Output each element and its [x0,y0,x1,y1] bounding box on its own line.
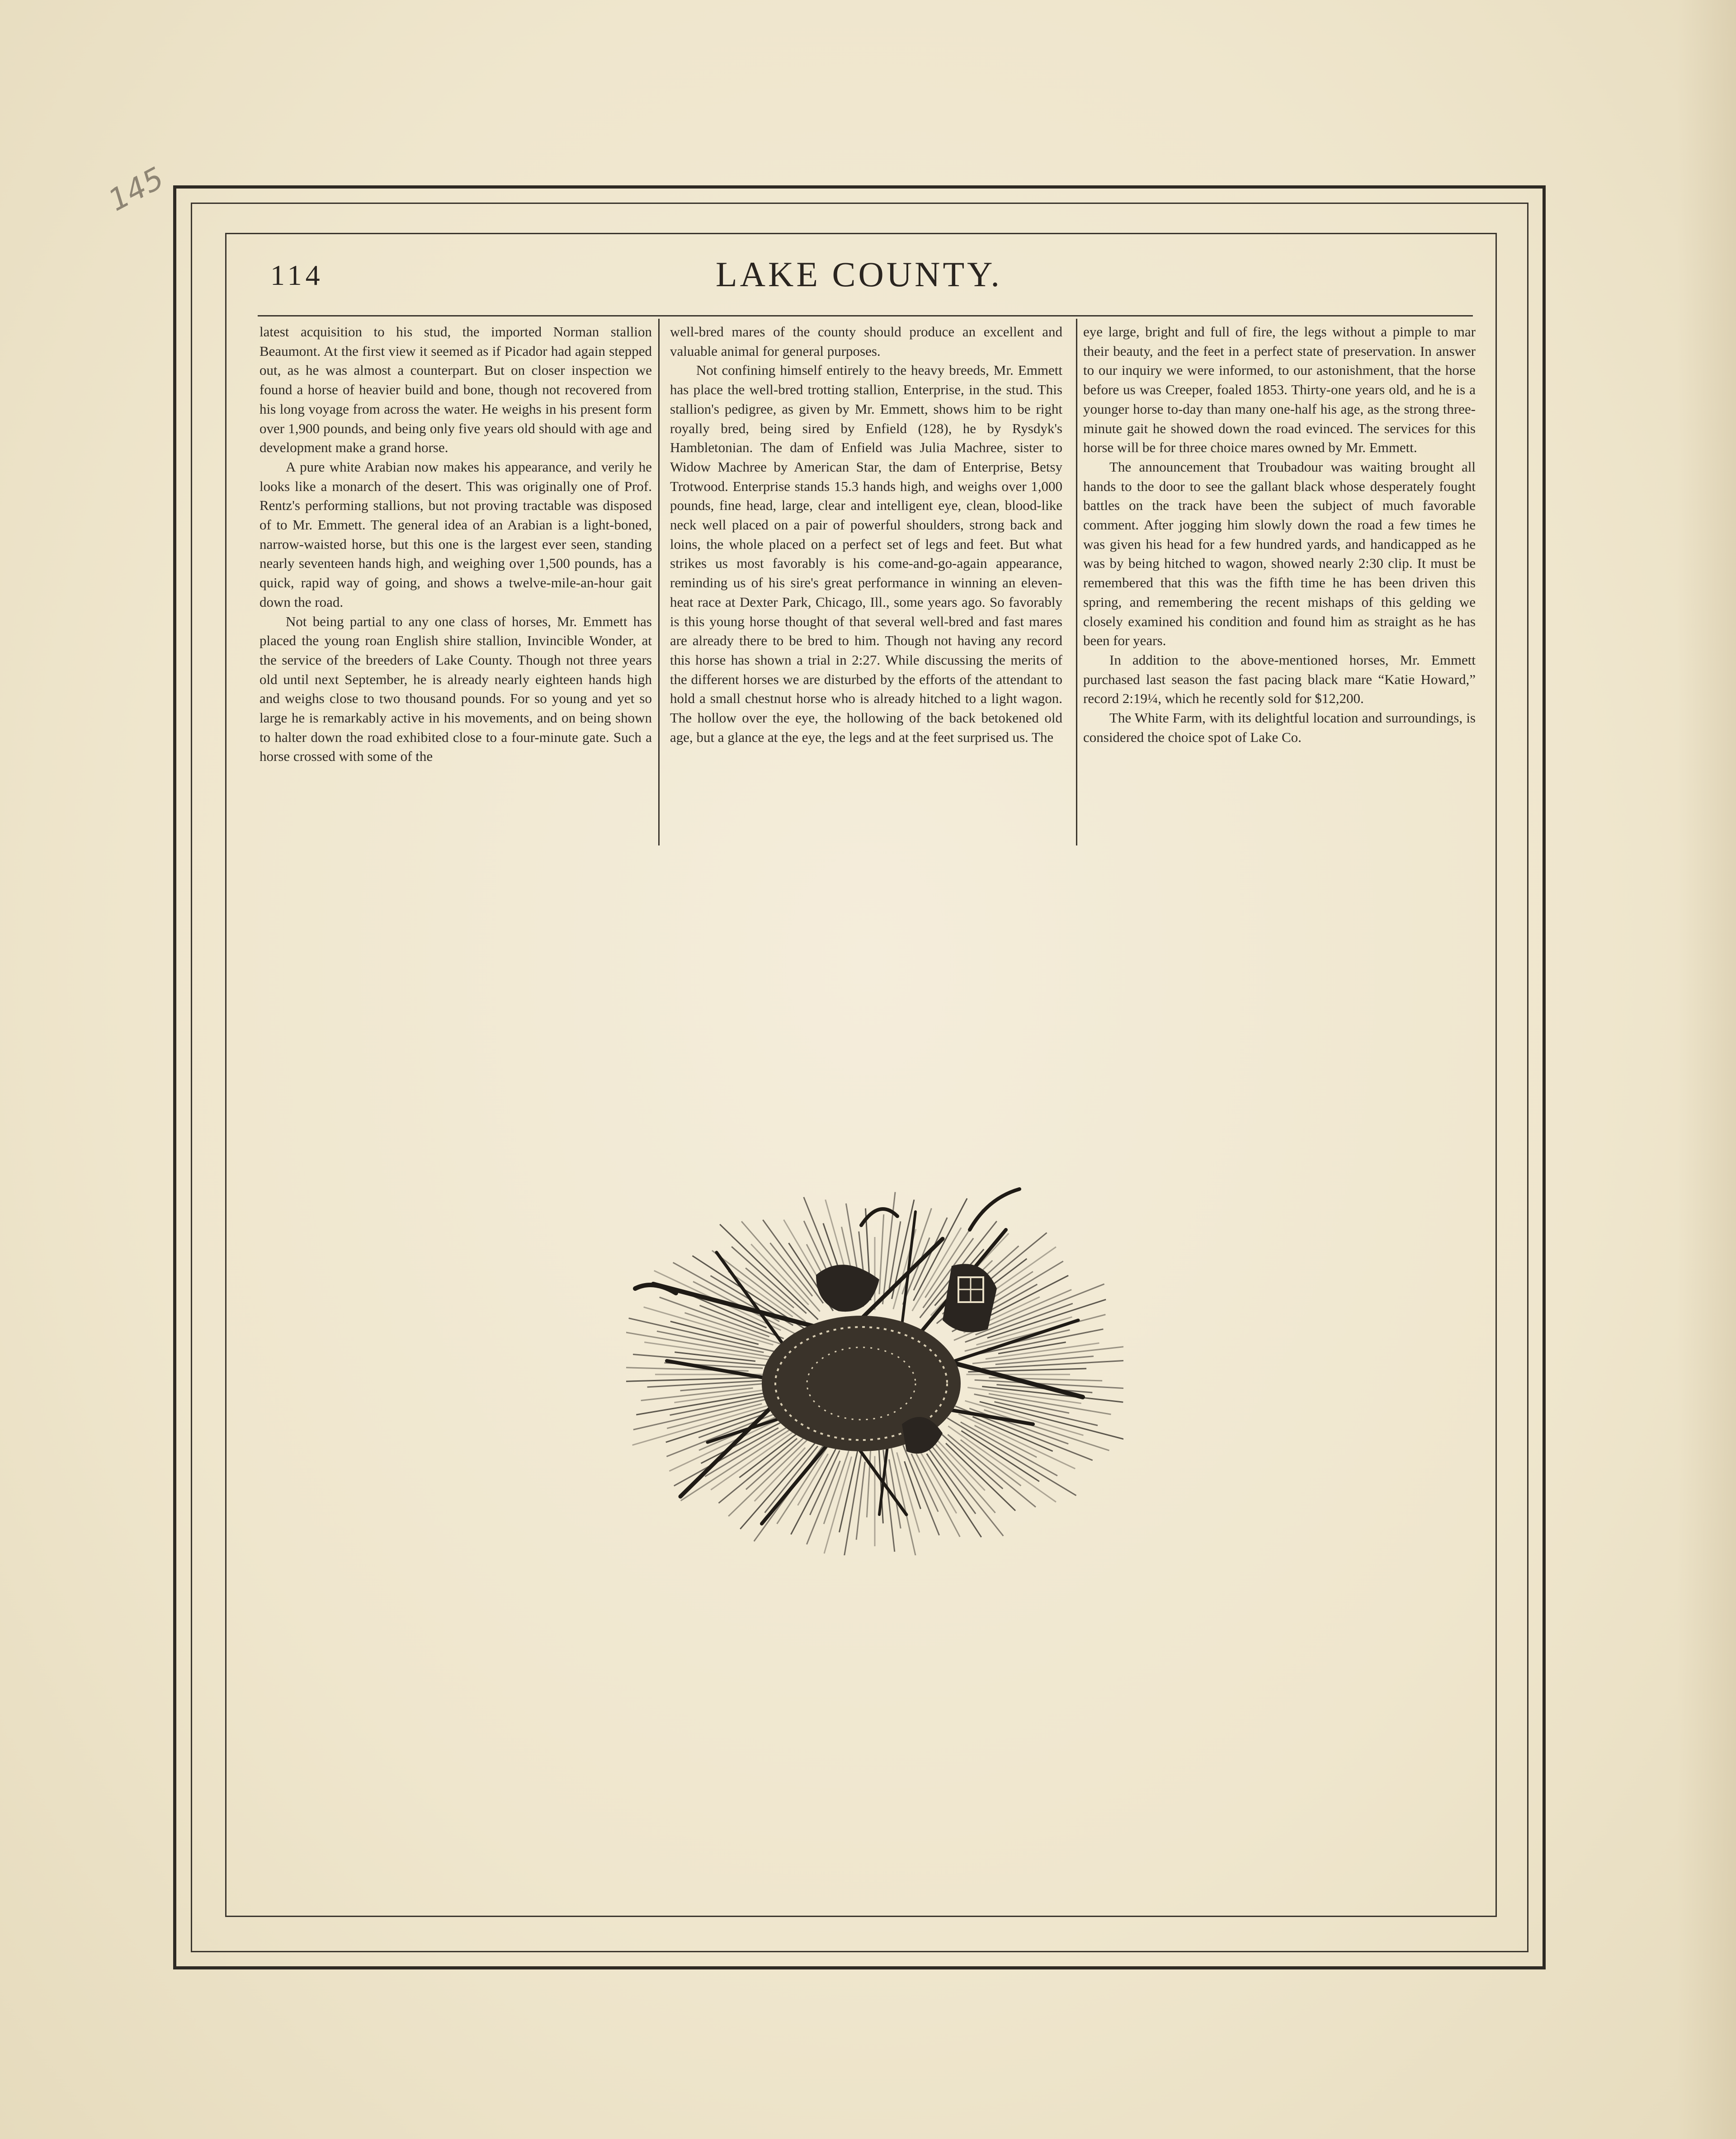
hatch-stroke [626,1378,757,1382]
helmet [943,1264,997,1332]
column-divider [658,319,660,845]
hatch-stroke [982,1360,1123,1369]
hatch-stroke [731,1247,806,1313]
paragraph: In addition to the above-mentioned horses, Mr. Emmett purchased last season the fast pacing black mare “Katie Howard,” record 2:19¼, which he recently sold for $12,200. [1083,652,1476,707]
text-column-1 [259,322,652,766]
paragraph: eye large, bright and full of fire, the legs without a pimple to mar their beauty, and the feet in a perfect state of preservation. In answer to our inquiry we were informed, to our astonishment, that the horse before us was Creeper, foaled 1853. Thirty-one years old, and he is a younger horse to-day than many one-half his age, as the strong three-minute gait he showed down the road evinced. The services for this horse will be for three choice mares owned by Mr. Emmett. [1083,324,1476,456]
text-column-3 [1083,322,1476,747]
page-edge-shadow [1677,0,1736,2139]
hatch-stroke [931,1445,1004,1536]
paragraph: well-bred mares of the county should produce an excellent and valuable animal for general purposes. [670,324,1062,359]
hatch-stroke [961,1422,1057,1476]
hatch-stroke [740,1436,821,1529]
hatch-stroke [763,1220,823,1303]
hatch-stroke [948,1426,1056,1502]
column-divider [1076,319,1077,845]
paragraph: Not confining himself entirely to the heavy breeds, Mr. Emmett has place the well-bred trotting stallion, Enterprise, in the stud. This stallion's pedigree, as given by Mr. Emmett, shows him to be right royally bred, being sired by Enfield (128), he by Rysdyk's Hambletonian. The dam of Enfield was Julia Machree, sister to Widow Machree by American Star, the dam of Enterprise, Betsy Trotwood. Enterprise stands 15.3 hands high, and weighs over 1,000 pounds, fine head, large, clear and intelligent eye, clean, blood-like neck well placed on a pair of powerful shoulders, strong back and loins, the whole placed on a perfect set of legs and feet. But what strikes us most favorably is his come-and-go-again appearance, reminding us of his sire's great performance in winning an eleven-heat race at Dexter Park, Chicago, Ill., some years ago. So favorably is this young horse thought of that several well-bred and fast mares are already there to be bred to him. Though not having any record this horse has shown a trial in 2:27. While discussing the merits of the different horses we are disturbed by the efforts of the attendant to hold a small chestnut horse who is already hitched to a light wagon. The hollow over the eye, the hollowing of the back betokened old age, but a glance at the eye, the legs and at the feet surprised us. The [670,362,1062,745]
margin-pencil-note: 145 [103,160,170,218]
paragraph: The announcement that Troubadour was waiting brought all hands to the door to see the gallant black whose desperately fought battles on the track have been the subject of much favorable comment. After jogging him slowly down the road a few times he was given his head for a few hundred yards, and handicapped as he was by being hitched to wagon, showed nearly 2:30 clip. It must be remembered that this was the fifth time he has been driven this spring, and remembering the recent mishaps of this gelding we closely examined his condition and found him as straight as he has been for years. [1083,458,1476,649]
hatch-stroke [867,1446,871,1518]
paragraph: latest acquisition to his stud, the imported Norman stallion Beaumont. At the first view it seemed as if Picador had again stepped out, as he was almost a counterpart. But on closer inspection we found a horse of heavier build and bone, though not recovered from his long voyage from across the water. He weighs in his present form over 1,900 pounds, and being only five years old should with age and development make a grand horse. [259,324,652,456]
paragraph: The White Farm, with its delightful location and surroundings, is considered the choice spot of Lake Co. [1083,710,1476,745]
running-head-title: LAKE COUNTY. [716,255,1002,294]
hatch-stroke [879,1214,884,1294]
header-rule [258,315,1473,316]
armor-vignette-illustration [626,1171,1123,1555]
page-number: 114 [270,259,324,291]
hatch-stroke [824,1446,850,1524]
paragraph: A pure white Arabian now makes his appearance, and verily he looks like a monarch of the desert. This was originally one of Prof. Rentz's performing stallions, but not proving tractable was disposed of to Mr. Emmett. The general idea of an Arabian is a light-boned, narrow-waisted horse, but this one is the largest ever seen, standing nearly seventeen hands high, and weighing over 1,500 pounds, has a quick, rapid way of going, and shows a twelve-mile-an-hour gait down the road. [259,458,652,610]
hatch-stroke [911,1454,938,1511]
text-column-2 [670,322,1062,747]
hatch-stroke [936,1429,1003,1489]
paragraph: Not being partial to any one class of horses, Mr. Emmett has placed the young roan English shire stallion, Invincible Wonder, at the service of the breeders of Lake County. Though not three years old until next September, he is already nearly eighteen hands high and weighs close to two thousand pounds. For so young and yet so large he is remarkably active in his movements, and on being shown to halter down the road exhibited close to a four-minute gate. Such a horse crossed with some of the [259,613,652,765]
